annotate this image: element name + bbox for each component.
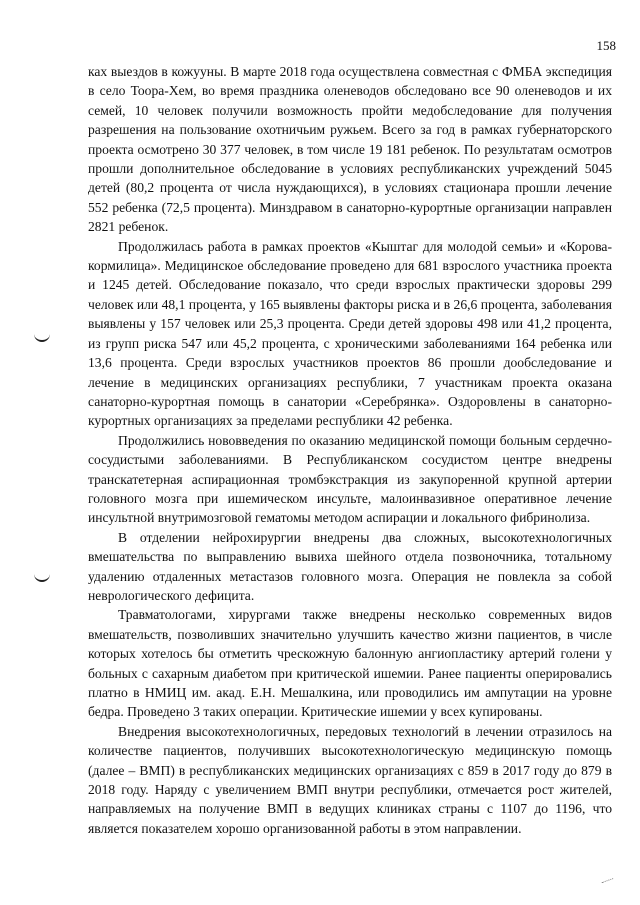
margin-mark-icon — [34, 572, 50, 582]
paragraph-projects: Продолжилась работа в рамках проектов «Кыштаг для молодой семьи» и «Корова-кормилица». Медицинское обследование проведено для 681 взрослого участника проекта и 1245 детей. Обследование показало, что среди взрослых практически здоровы 299 человек или 48,1 процента, у 165 выявлены факторы риска и в 26,6 процента, заболевания выявлены у 157 человек или 25,3 процента. Среди детей здоровы 498 или 41,2 процента, из групп риска 547 или 45,2 процента, с хроническими заболеваниями 164 ребенка или 13,6 процента. Среди взрослых участников проектов 86 прошли дообследование и лечение в медицинских организациях республики, 7 участникам проекта оказана санаторно-курортная помощь в санатории «Серебрянка». Оздоровлены в санаторно-курортных организациях за пределами республики 42 ребенка. — [88, 238, 612, 429]
paragraph-cardiovascular: Продолжились нововведения по оказанию медицинской помощи больным сердечно-сосудистыми заболеваниями. В Республиканском сосудистом центре внедрены транскатетерная аспирационная тромбэкстракция из закупоренной крупной артерии головного мозга при ишемическом инсульте, малоинвазивное оперативное лечение инсультной внутримозговой гематомы методом аспирации и локального фибринолиза. — [88, 432, 612, 526]
paragraph-neurosurgery: В отделении нейрохирургии внедрены два сложных, высокотехнологичных вмешательства по выправлению вывиха шейного отдела позвоночника, тотальному удалению отдаленных метастазов головного мозга. Операция не повлекла за собой неврологического дефицита. — [88, 529, 612, 603]
page-number: 158 — [596, 38, 616, 53]
margin-mark-icon — [34, 332, 50, 342]
document-body — [88, 62, 612, 838]
scan-speck-icon — [602, 878, 615, 886]
paragraph-traumatology: Травматологами, хирургами также внедрены несколько современных видов вмешательств, позволивших значительно улучшить качество жизни пациентов, в числе которых хотелось бы отметить чрескожную балонную ангиопластику артерий голени у больных с сахарным диабетом при критической ишемии. Ранее пациенты оперировались платно в НМИЦ им. акад. Е.Н. Мешалкина, или проводились им ампутации на уровне бедра. Проведено 3 таких операции. Критические ишемии у всех купированы. — [88, 607, 612, 720]
paragraph-continuation: ках выездов в кожууны. В марте 2018 года осуществлена совместная с ФМБА экспедиция в село Тоора-Хем, во время праздника оленеводов обследовано все 90 оленеводов и их семей, 10 человек получили возможность пройти медобследование для получения разрешения на пользование охотничьим ружьем. Всего за год в рамках губернаторского проекта осмотрено 30 377 человек, в том числе 19 181 ребенок. По результатам осмотров прошли дополнительное обследование в условиях республиканских учреждений 5045 детей (80,2 процента от числа нуждающихся), в условиях стационара прошли лечение 552 ребенка (72,5 процента). Минздравом в санаторно-курортные организации направлен 2821 ребенок. — [88, 64, 612, 235]
paragraph-high-tech-care: Внедрения высокотехнологичных, передовых технологий в лечении отразилось на количестве пациентов, получивших высокотехнологическую медицинскую помощь (далее – ВМП) в республиканских медицинских организациях с 859 в 2017 году до 879 в 2018 году. Наряду с увеличением ВМП внутри республики, отмечается рост жителей, направляемых на получение ВМП в ведущих клиниках страны с 1107 до 1196, что является показателем хорошо организованной работы в этом направлении. — [88, 723, 612, 836]
